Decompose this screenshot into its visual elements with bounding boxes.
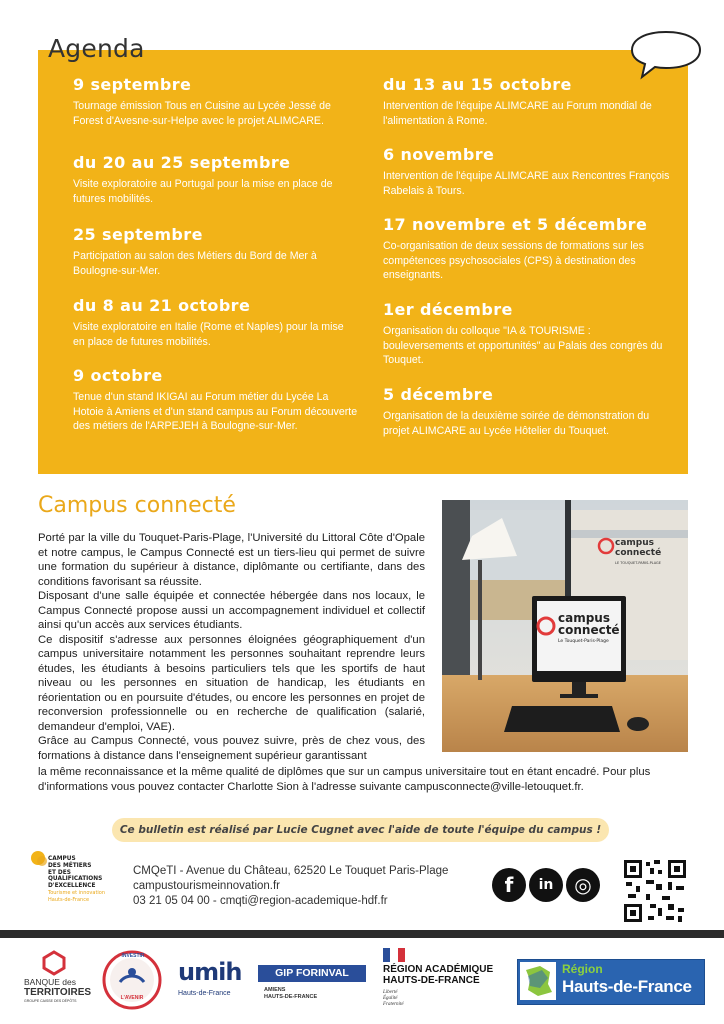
contact-address: CMQeTI - Avenue du Château, 62520 Le Touquet Paris-Plage	[133, 865, 449, 877]
event-description: Tournage émission Tous en Cuisine au Lycée Jessé de Forest d'Avesne-sur-Helpe avec le projet ALIMCARE.	[73, 100, 331, 127]
contact-block	[133, 864, 448, 909]
campus-paragraph: Porté par la ville du Touquet-Paris-Plage, l'Université du Littoral Côte d'Opale et notre campus, le Campus Connecté est un tiers-lieu qui permet de suivre une formation du supérieur à distance, diplômante ou certifiante, dans des conditions favorisant sa réussite.	[38, 532, 425, 588]
photo-sign	[615, 538, 661, 568]
event-description: Co-organisation de deux sessions de formations sur les compétences psychosociales (CPS) à destination des enseignants.	[383, 240, 644, 282]
event-date: du 8 au 21 octobre	[73, 296, 251, 315]
partner-text: Égalité	[383, 996, 398, 1001]
event-description: Intervention de l'équipe ALIMCARE aux Rencontres François Rabelais à Tours.	[383, 170, 670, 197]
cmq-logo-text: QUALIFICATIONS	[48, 876, 103, 883]
photo-sign-text: connecté	[615, 548, 662, 558]
avenir-logo-text: L'AVENIR	[120, 995, 144, 1001]
event-description: Tenue d'un stand IKIGAI au Forum métier du Lycée La Hotoie à Amiens et d'un stand campus au Forum découverte des métiers de l'ARPEJEH à Boulogne-sur-Mer.	[73, 391, 358, 433]
cmq-logo-text: D'EXCELLENCE	[48, 883, 96, 890]
partner-text: RÉGION ACADÉMIQUE	[383, 964, 494, 975]
linkedin-icon[interactable]: in	[529, 868, 563, 902]
marianne-flag-icon	[383, 948, 405, 962]
credits-banner: Ce bulletin est réalisé par Lucie Cugnet avec l'aide de toute l'équipe du campus !	[112, 818, 609, 842]
event-date: du 13 au 15 octobre	[383, 75, 572, 94]
agenda-event	[73, 74, 358, 152]
investir-avenir-logo-icon	[102, 950, 162, 1010]
partner-text: Liberté	[383, 990, 398, 995]
agenda-event	[73, 224, 358, 295]
contact-website-link[interactable]: campustourismeinnovation.fr	[133, 880, 281, 892]
photo-screen-text: Le Touquet-Paris-Plage	[558, 639, 609, 644]
cmq-logo-text: ET DES	[48, 869, 71, 876]
gip-forinval-logo: GIP FORINVAL	[258, 965, 366, 982]
campus-paragraph: Disposant d'une salle équipée et connectée hébergée dans nos locaux, le Campus Connecté propose aussi un accompagnement individuel et collectif ainsi qu'un accès aux services étudiants.	[38, 590, 425, 631]
cmq-logo-subtitle: Hauts-de-France	[48, 896, 90, 903]
photo-screen-text: campus	[558, 611, 610, 625]
region-academique-logo	[383, 964, 493, 986]
event-date: 9 septembre	[73, 75, 192, 94]
agenda-event	[73, 152, 358, 224]
agenda-event	[383, 144, 673, 214]
campus-photo	[442, 500, 688, 752]
agenda-event	[73, 365, 358, 434]
event-description: Organisation du colloque "IA & TOURISME : bouleversements et opportunités" au Palais des congrès du Touquet.	[383, 325, 663, 367]
event-date: 6 novembre	[383, 145, 495, 164]
contact-phone-email[interactable]: 03 21 05 04 00 - cmqti@region-academique-hdf.fr	[133, 895, 388, 907]
campus-paragraph: Ce dispositif s'adresse aux personnes éloignées géographiquement d'un campus universitaire notamment les personnes souhaitant reprendre leurs études, les étudiants à besoins particuliers tels que les sportifs de haut niveau ou les personnes en situation de handicap, les étudiants en réorientation ou en poursuite d'études, ou encore les personnes en projet de reconversion professionnelle ou en recherche de qualification (salarié, demandeur d'emploi, VAE).	[38, 633, 425, 733]
umih-logo: umih	[178, 958, 242, 986]
event-date: 25 septembre	[73, 225, 203, 244]
agenda-event	[73, 295, 358, 365]
republic-motto	[383, 990, 404, 1008]
cmq-logo-subtitle: Tourisme et innovation	[48, 889, 106, 896]
campus-paragraph: Grâce au Campus Connecté, vous pouvez suivre, près de chez vous, des formations à distance dans l'enseignement supérieur garantissant	[38, 735, 425, 762]
partner-text: TERRITOIRES	[24, 986, 92, 998]
banque-territoires-logo-icon	[42, 950, 66, 976]
event-description: Organisation de la deuxième soirée de démonstration du projet ALIMCARE au Lycée Hôtelier du Touquet.	[383, 410, 650, 437]
footer-divider	[0, 930, 724, 938]
partner-text: AMIENS	[264, 987, 286, 993]
agenda-title: Agenda	[48, 34, 145, 63]
event-date: du 20 au 25 septembre	[73, 153, 291, 172]
event-date: 5 décembre	[383, 385, 494, 404]
campus-body	[38, 531, 425, 763]
region-map-icon	[520, 962, 556, 1000]
campus-title: Campus connecté	[38, 493, 236, 518]
region-hdf-name: Hauts-de-France	[562, 977, 692, 996]
partner-text: BANQUE des	[24, 977, 76, 987]
event-date: 9 octobre	[73, 366, 163, 385]
speech-bubble-icon	[628, 28, 704, 80]
cmq-logo-text: DES MÉTIERS	[48, 862, 92, 869]
photo-sign-text: LE TOUQUET-PARIS-PLAGE	[615, 561, 661, 565]
umih-subtitle: Hauts-de-France	[178, 990, 231, 997]
partner-text: HAUTS-DE-FRANCE	[383, 975, 480, 986]
event-description: Intervention de l'équipe ALIMCARE au Forum mondial de l'alimentation à Rome.	[383, 100, 652, 127]
event-description: Participation au salon des Métiers du Bord de Mer à Boulogne-sur-Mer.	[73, 250, 317, 277]
investir-logo-text: INVESTIR	[121, 953, 145, 959]
agenda-event	[383, 74, 673, 144]
qr-code-icon[interactable]	[622, 858, 688, 924]
partner-text: HAUTS-DE-FRANCE	[264, 994, 318, 1000]
campus-paragraph: la même reconnaissance et la même qualité de diplômes que sur un campus universitaire tout en étant encadré. Pour plus d'informations vous pouvez contacter Charlotte Sion à l'adresse suivante campusconnecte@ville-letouquet.fr.	[38, 766, 651, 793]
agenda-left-column	[73, 74, 358, 434]
banque-territoires-logo	[24, 978, 91, 1007]
gip-forinval-subtitle	[264, 987, 317, 1001]
instagram-icon[interactable]: ◎	[566, 868, 600, 902]
agenda-right-column	[383, 74, 673, 438]
event-date: 1er décembre	[383, 300, 513, 319]
agenda-event	[383, 299, 673, 384]
partner-text: Fraternité	[383, 1002, 404, 1007]
agenda-event	[383, 214, 673, 299]
event-description: Visite exploratoire au Portugal pour la mise en place de futures mobilités.	[73, 178, 333, 205]
campus-body-continued	[38, 765, 688, 794]
photo-screen	[558, 612, 620, 648]
cmq-logo-text: CAMPUS	[48, 856, 76, 862]
event-description: Visite exploratoire en Italie (Rome et Naples) pour la mise en place de futures mobilités.	[73, 321, 344, 348]
cmq-logo-icon	[28, 848, 50, 870]
partner-text: GROUPE CAISSE DES DÉPÔTS	[24, 999, 77, 1003]
photo-screen-text: connecté	[558, 623, 620, 637]
cmq-logo	[48, 856, 105, 904]
region-hdf-label: Région	[562, 962, 603, 976]
agenda-event	[383, 384, 673, 438]
photo-sign-text: campus	[615, 538, 654, 548]
event-date: 17 novembre et 5 décembre	[383, 215, 648, 234]
facebook-icon[interactable]: f	[492, 868, 526, 902]
